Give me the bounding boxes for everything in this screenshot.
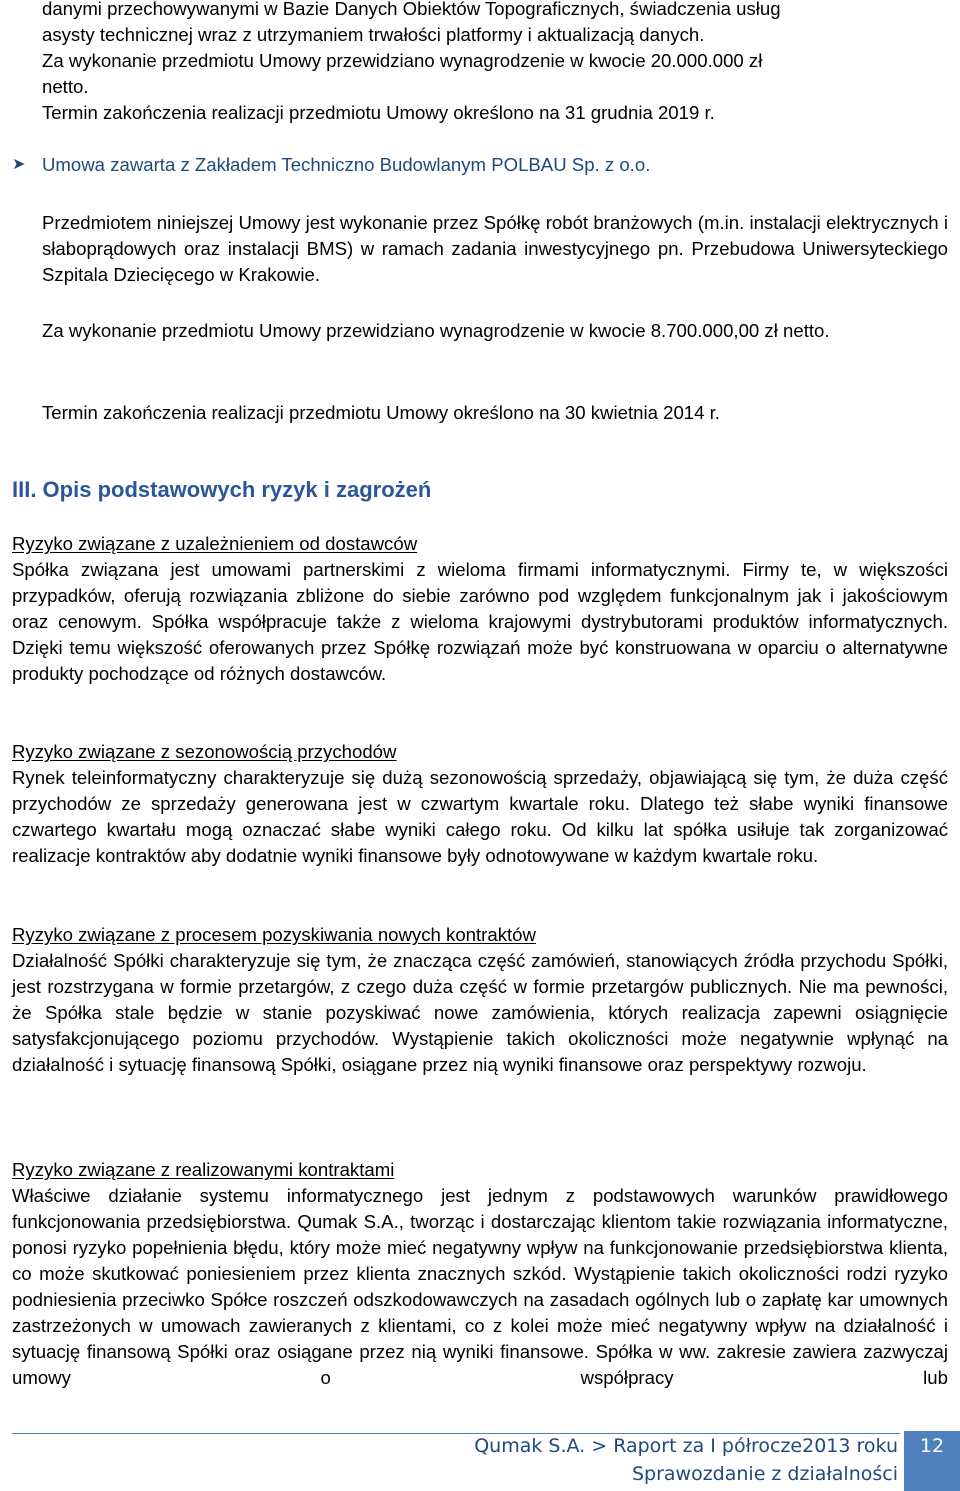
polbau-paragraph-1 (0, 210, 960, 288)
risk-heading: Ryzyko związane z uzależnieniem od dostawców (12, 533, 418, 554)
risk-text: Spółka związana jest umowami partnerskimi z wieloma firmami informatycznymi. Firmy te, w większości przypadków, oferują rozwiązania zbliżone do siebie zarówno pod względem funkcjonalnym jak i jakościowym oraz cenowym. Spółka współpracuje także z wieloma krajowymi dystrybutorami produktów informatycznych. Dzięki temu większość oferowanych przez Spółkę rozwiązań może być konstruowana w oparciu o alternatywne produkty pochodzące od różnych dostawców. (12, 559, 948, 684)
bullet-heading (0, 152, 960, 178)
risk-section (0, 922, 960, 1078)
arrow-bullet-icon: ➤ (12, 156, 26, 173)
text-line: Termin zakończenia realizacji przedmiotu Umowy określono na 31 grudnia 2019 r. (42, 102, 715, 123)
paragraph-text: Za wykonanie przedmiotu Umowy przewidziano wynagrodzenie w kwocie 8.700.000,00 zł netto. (42, 320, 830, 341)
footer-report-title: Qumak S.A. > Raport za I półrocze2013 roku (474, 1435, 898, 1457)
top-paragraph (0, 0, 960, 126)
bullet-title: Umowa zawarta z Zakładem Techniczno Budowlanym POLBAU Sp. z o.o. (42, 154, 651, 175)
risk-text: Właściwe działanie systemu informatycznego jest jednym z podstawowych warunków prawidłowego funkcjonowania przedsiębiorstwa. Qumak S.A., tworząc i dostarczając klientom takie rozwiązania informatyczne, ponosi ryzyko popełnienia błędu, który może mieć negatywny wpływ na funkcjonowanie przedsiębiorstwa klienta, co może skutkować poniesieniem przez klienta znacznych szkód. Wystąpienie takich okoliczności rodzi ryzyko podniesienia przeciwko Spółce roszczeń odszkodowawczych na zasadach ogólnych lub o zapłatę kar umownych zastrzeżonych w umowach zawieranych z klientami, co z kolei może mieć negatywny wpływ na działalność i sytuację finansową Spółki oraz osiągane przez nią wyniki finansowe. Spółka w ww. zakresie zawiera zazwyczaj umowy o współpracy lub (12, 1185, 948, 1388)
risk-section (0, 739, 960, 869)
text-line: Za wykonanie przedmiotu Umowy przewidziano wynagrodzenie w kwocie 20.000.000 zł (42, 50, 763, 71)
risk-text: Rynek teleinformatyczny charakteryzuje się dużą sezonowością sprzedaży, objawiającą się tym, że duża część przychodów ze sprzedaży generowana jest w czwartym kwartale roku. Dlatego też słabe wyniki finansowe czwartego kwartału mogą oznaczać słabe wyniki całego roku. Od kilku lat spółka usiłuje tak zorganizować realizacje kontraktów aby dodatnie wyniki finansowe były odnotowywane w każdym kwartale roku. (12, 767, 948, 866)
risk-heading: Ryzyko związane z procesem pozyskiwania nowych kontraktów (12, 924, 536, 945)
text-line: netto. (42, 76, 89, 97)
risk-section (0, 1157, 960, 1391)
section-title: III. Opis podstawowych ryzyk i zagrożeń (12, 477, 432, 502)
footer-subtitle: Sprawozdanie z działalności (631, 1463, 898, 1485)
risk-section (0, 531, 960, 687)
paragraph-text: Przedmiotem niniejszej Umowy jest wykonanie przez Spółkę robót branżowych (m.in. instalacji elektrycznych i słaboprądowych oraz instalacji BMS) w ramach zadania inwestycyjnego pn. Przebudowa Uniwersyteckiego Szpitala Dziecięcego w Krakowie. (42, 212, 948, 285)
polbau-paragraph-2 (0, 318, 960, 344)
risk-heading: Ryzyko związane z sezonowością przychodów (12, 741, 397, 762)
risk-heading: Ryzyko związane z realizowanymi kontraktami (12, 1159, 395, 1180)
polbau-paragraph-3 (0, 400, 960, 426)
paragraph-text: Termin zakończenia realizacji przedmiotu Umowy określono na 30 kwietnia 2014 r. (42, 402, 720, 423)
text-line: danymi przechowywanymi w Bazie Danych Obiektów Topograficznych, świadczenia usług (42, 0, 781, 19)
page-number: 12 (904, 1431, 960, 1491)
text-line: asysty technicznej wraz z utrzymaniem trwałości platformy i aktualizacją danych. (42, 24, 705, 45)
risk-text: Działalność Spółki charakteryzuje się tym, że znacząca część zamówień, stanowiących źródła przychodu Spółki, jest rozstrzygana w formie przetargów, z czego duża część w formie przetargów publicznych. Nie ma pewności, że Spółka stale będzie w stanie pozyskiwać nowe zamówienia, których realizacja zapewni osiągnięcie satysfakcjonującego poziomu przychodów. Wystąpienie takich okoliczności może negatywnie wpłynąć na działalność i sytuację finansową Spółki, osiągane przez nią wyniki finansowe oraz perspektywy rozwoju. (12, 950, 948, 1075)
